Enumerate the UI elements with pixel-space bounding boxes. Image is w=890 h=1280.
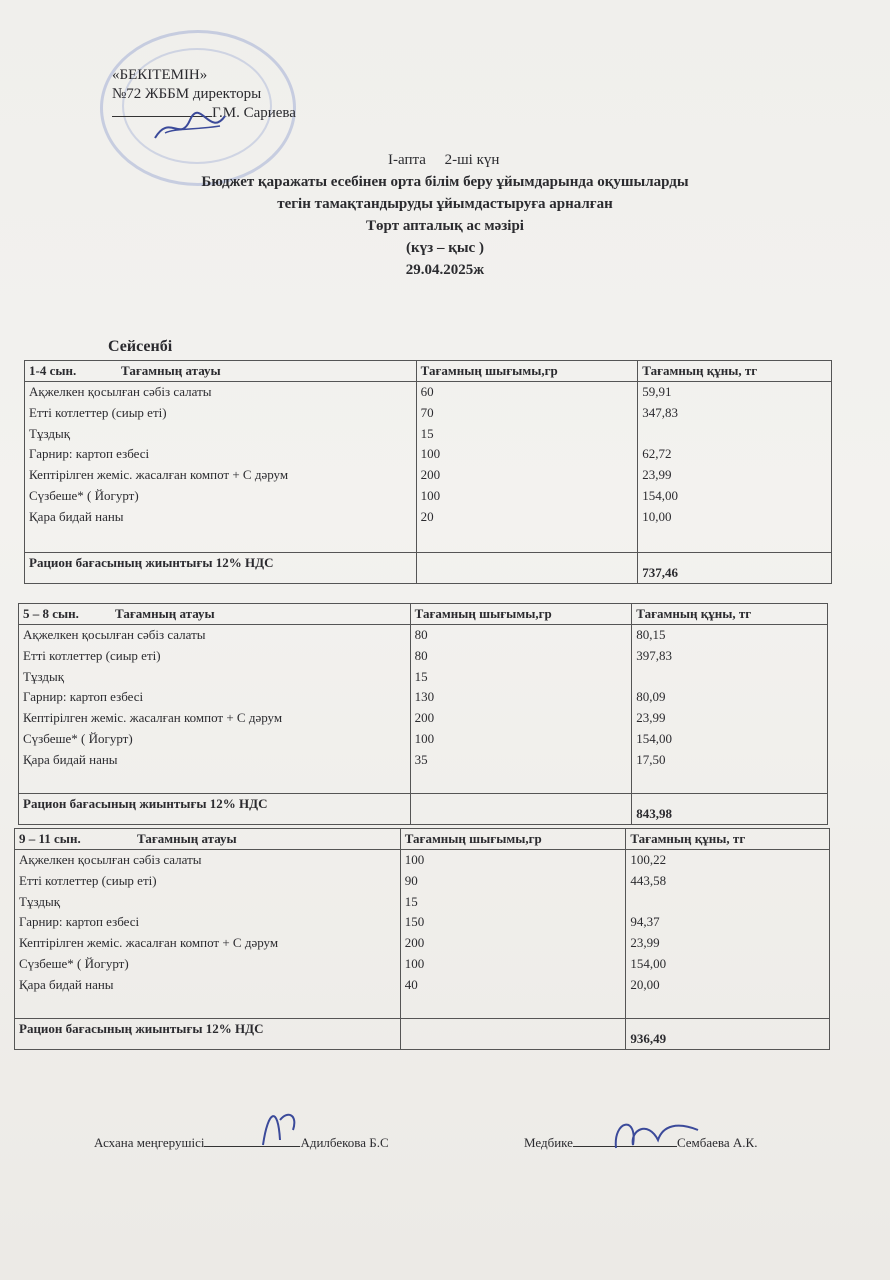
dish-item: Кептірілген жеміс. жасалған компот + С дәрум <box>29 467 289 483</box>
total-row <box>25 553 832 584</box>
price-column-header: Тағамның құны, тг <box>638 361 832 382</box>
dish-list <box>25 382 417 553</box>
weight-item: 150 <box>404 914 425 930</box>
document-date: 29.04.2025ж <box>405 262 485 278</box>
dish-column-header: Тағамның атауы <box>137 831 237 846</box>
weight-item: 80 <box>414 647 428 663</box>
price-item: 10,00 <box>642 508 672 524</box>
total-label: Рацион бағасының жиынтығы 12% НДС <box>19 794 411 825</box>
approval-title: «БЕКІТЕМІН» <box>112 67 208 83</box>
total-value: 737,46 <box>638 553 832 584</box>
weight-item: 100 <box>404 852 425 867</box>
total-label: Рацион бағасының жиынтығы 12% НДС <box>15 1019 401 1050</box>
weight-item: 130 <box>414 689 435 705</box>
weight-item: 35 <box>414 751 428 767</box>
price-item: 23,99 <box>642 467 672 483</box>
price-item: 154,00 <box>636 730 673 746</box>
dish-item: Етті котлеттер (сиыр еті) <box>19 872 157 888</box>
total-value: 936,49 <box>626 1019 830 1050</box>
dish-item: Сүзбеше* ( Йогурт) <box>23 730 133 746</box>
day-name: Сейсенбі <box>108 338 173 355</box>
dish-item: Тұздық <box>29 425 71 441</box>
total-value: 843,98 <box>632 794 828 825</box>
price-item: 397,83 <box>636 647 673 663</box>
dish-item: Ақжелкен қосылған сәбіз салаты <box>23 627 206 642</box>
nurse-name: Сембаева А.К. <box>676 1135 758 1150</box>
approval-position: №72 ЖББМ директоры <box>112 86 262 102</box>
price-item <box>642 424 827 445</box>
price-list <box>626 850 830 1019</box>
price-item: 20,00 <box>630 976 660 992</box>
weight-item: 80 <box>414 627 428 642</box>
dish-item: Сүзбеше* ( Йогурт) <box>19 955 129 971</box>
week-day-line <box>388 152 499 169</box>
weight-item: 70 <box>420 404 434 420</box>
price-item <box>636 667 823 688</box>
price-item: 80,15 <box>636 627 666 642</box>
price-item: 154,00 <box>642 487 679 503</box>
weight-item: 40 <box>404 976 418 992</box>
weight-item: 15 <box>414 668 428 684</box>
price-item: 23,99 <box>636 710 666 726</box>
table-header-row <box>15 829 830 850</box>
dish-item: Етті котлеттер (сиыр еті) <box>29 404 167 420</box>
weight-item: 100 <box>420 487 441 503</box>
weight-item: 90 <box>404 872 418 888</box>
dish-item: Етті котлеттер (сиыр еті) <box>23 647 161 663</box>
table-body-row <box>25 382 832 553</box>
weight-list <box>400 850 626 1019</box>
weight-item: 15 <box>420 425 434 441</box>
menu-table-grades-5-8 <box>18 603 828 825</box>
price-item <box>630 892 825 913</box>
nurse-signature <box>608 1110 708 1155</box>
dish-list <box>19 625 411 794</box>
weight-list <box>410 625 632 794</box>
title-line-3: Төрт апталық ас мәзірі <box>366 218 524 234</box>
dish-item: Гарнир: картоп езбесі <box>23 689 144 705</box>
price-item: 17,50 <box>636 751 666 767</box>
price-item: 154,00 <box>630 955 667 971</box>
total-row <box>19 794 828 825</box>
table-header-row <box>25 361 832 382</box>
weight-item: 200 <box>420 467 441 483</box>
dish-item: Қара бидай наны <box>29 508 124 524</box>
weight-item: 20 <box>420 508 434 524</box>
title-line-1: Бюджет қаражаты есебінен орта білім беру ұйымдарында оқушыларды <box>201 174 689 190</box>
dish-item: Тұздық <box>23 668 65 684</box>
weight-item: 100 <box>420 446 441 462</box>
dish-item: Кептірілген жеміс. жасалған компот + С дәрум <box>23 710 283 726</box>
weight-list <box>416 382 638 553</box>
day-label: 2-ші күн <box>444 152 500 168</box>
table-body-row <box>19 625 828 794</box>
dish-column-header: Тағамның атауы <box>121 363 221 378</box>
price-item: 347,83 <box>642 404 679 420</box>
cook-signature <box>258 1100 308 1150</box>
weight-item: 200 <box>404 935 425 951</box>
cook-name: Адилбекова Б.С <box>300 1135 389 1150</box>
total-row <box>15 1019 830 1050</box>
class-group-label: 5 – 8 сын. <box>23 606 79 621</box>
dish-item: Гарнир: картоп езбесі <box>19 914 140 930</box>
weight-column-header: Тағамның шығымы,гр <box>410 604 632 625</box>
dish-item: Ақжелкен қосылған сәбіз салаты <box>29 384 212 399</box>
price-column-header: Тағамның құны, тг <box>632 604 828 625</box>
dish-column-header: Тағамның атауы <box>115 606 215 621</box>
class-group-label: 9 – 11 сын. <box>19 831 81 846</box>
price-item: 23,99 <box>630 935 660 951</box>
price-item: 62,72 <box>642 446 672 462</box>
dish-item: Сүзбеше* ( Йогурт) <box>29 487 139 503</box>
dish-item: Қара бидай наны <box>23 751 118 767</box>
price-list <box>632 625 828 794</box>
weight-item: 15 <box>404 893 418 909</box>
dish-item: Кептірілген жеміс. жасалған компот + С дәрум <box>19 935 279 951</box>
dish-item: Қара бидай наны <box>19 976 114 992</box>
weight-column-header: Тағамның шығымы,гр <box>416 361 638 382</box>
menu-table-grades-1-4 <box>24 360 832 584</box>
class-group-label: 1-4 сын. <box>29 363 77 378</box>
price-item: 94,37 <box>630 914 660 930</box>
dish-list <box>15 850 401 1019</box>
price-item: 100,22 <box>630 852 667 867</box>
weight-item: 60 <box>420 384 434 399</box>
weight-item: 100 <box>404 955 425 971</box>
cook-signature-line <box>94 1135 389 1151</box>
weight-item: 200 <box>414 710 435 726</box>
title-line-2: тегін тамақтандыруды ұйымдастыруға арналған <box>277 196 613 212</box>
price-item: 80,09 <box>636 689 666 705</box>
director-name: Г.М. Сариева <box>212 105 296 121</box>
total-label: Рацион бағасының жиынтығы 12% НДС <box>25 553 417 584</box>
weight-item: 100 <box>414 730 435 746</box>
table-header-row <box>19 604 828 625</box>
price-item: 59,91 <box>642 384 672 399</box>
director-signature <box>150 108 230 148</box>
table-body-row <box>15 850 830 1019</box>
price-column-header: Тағамның құны, тг <box>626 829 830 850</box>
cook-title: Асхана меңгерушісі <box>94 1135 205 1150</box>
dish-item: Гарнир: картоп езбесі <box>29 446 150 462</box>
weight-column-header: Тағамның шығымы,гр <box>400 829 626 850</box>
price-list <box>638 382 832 553</box>
nurse-title: Медбике <box>524 1135 573 1150</box>
dish-item: Ақжелкен қосылған сәбіз салаты <box>19 852 202 867</box>
season-label: (күз – қыс ) <box>406 240 484 256</box>
menu-table-grades-9-11 <box>14 828 830 1050</box>
week-label: І-апта <box>388 152 426 168</box>
dish-item: Тұздық <box>19 893 61 909</box>
price-item: 443,58 <box>630 872 667 888</box>
